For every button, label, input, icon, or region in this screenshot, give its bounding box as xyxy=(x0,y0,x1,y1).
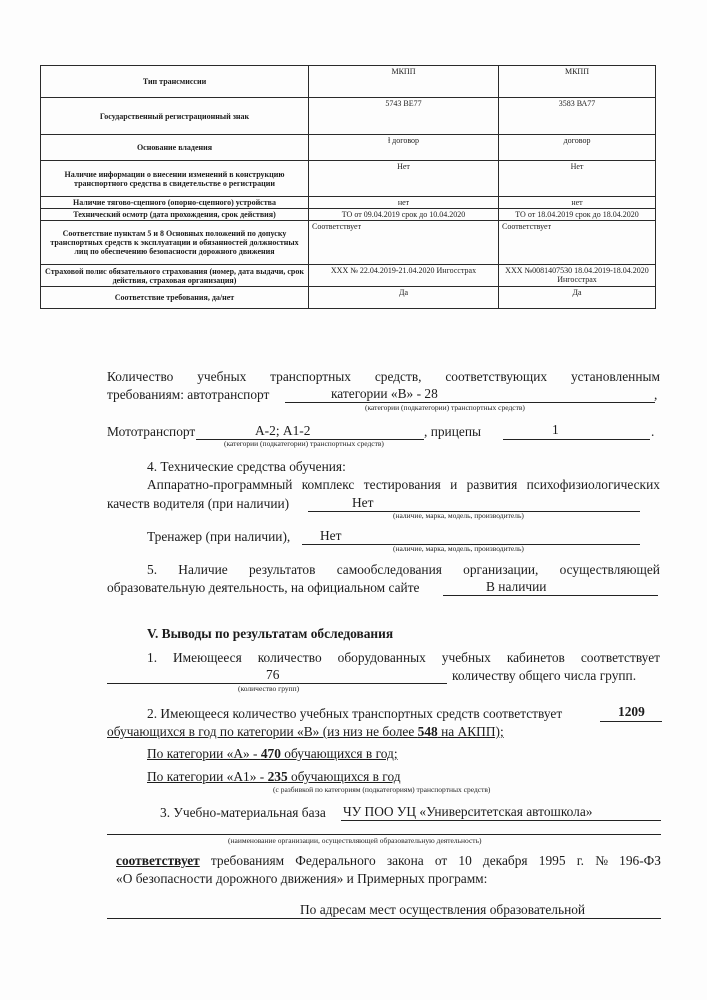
apk-label: качеств водителя (при наличии) xyxy=(107,496,290,511)
auto-label: требованиям: автотранспорт xyxy=(107,387,270,402)
word: развития xyxy=(466,477,518,492)
word: 10 xyxy=(458,853,472,868)
c3-underline-2 xyxy=(107,834,661,835)
row-label: Соответствие пунктам 5 и 8 Основных положений по допуску транспортных средств к эксплуатации и обязанностей должностных лиц по обеспечению безопасности дорожного движения xyxy=(41,221,309,265)
comply-line1 xyxy=(116,853,661,869)
word: кабинетов xyxy=(506,650,565,665)
word: 1. xyxy=(147,650,158,665)
table-row xyxy=(41,197,656,209)
c3-underline xyxy=(341,820,661,821)
row-label: Технический осмотр (дата прохождения, срок действия) xyxy=(41,209,309,221)
text: на АКПП); xyxy=(437,724,504,739)
caption-groups: (количество групп) xyxy=(238,684,300,693)
auto-value: категории «В» - 28 xyxy=(331,386,438,401)
conclusions-heading: V. Выводы по результатам обследования xyxy=(147,626,394,641)
c3-value: ЧУ ПОО УЦ «Университетская автошкола» xyxy=(343,804,593,819)
cat-a1-line xyxy=(147,769,401,785)
word: учебных xyxy=(197,369,247,384)
c1-suffix: количеству общего числа групп. xyxy=(452,668,637,683)
trailers-label: , прицепы xyxy=(424,424,481,439)
moto-value: А-2; А1-2 xyxy=(255,423,311,438)
caption-org: (наименование организации, осуществляющей образовательную деятельность) xyxy=(228,836,482,845)
row-value-1: МКПП xyxy=(309,66,499,98)
table-row xyxy=(41,161,656,197)
word: осуществляющей xyxy=(559,562,660,577)
row-value-1: ХХХ № 22.04.2019-21.04.2020 Ингосстрах xyxy=(309,265,499,287)
row-value-2: ХХХ №0081407530 18.04.2019-18.04.2020 Ингосстрах xyxy=(499,265,656,287)
word: комплекс xyxy=(301,477,355,492)
row-label: Страховой полис обязательного страхования (номер, дата выдачи, срок действия, страховая организация) xyxy=(41,265,309,287)
word: декабря xyxy=(482,853,528,868)
row-value-2: договор xyxy=(499,135,656,161)
word: и xyxy=(450,477,458,492)
caption-brand: (наличие, марка, модель, производитель) xyxy=(393,511,524,520)
simulator-label: Тренажер (при наличии), xyxy=(147,529,291,544)
row-label: Наличие информации о внесении изменений в конструкцию транспортного средства в свидетельстве о регистрации xyxy=(41,161,309,197)
table-row xyxy=(41,66,656,98)
comma: , xyxy=(654,387,658,402)
text: обучающихся в год по категории «В» (из низ не более xyxy=(107,724,418,739)
row-value-2: 3583 ВА77 xyxy=(499,98,656,135)
p5-line1 xyxy=(147,562,660,578)
number: 235 xyxy=(267,769,288,784)
word: 5. xyxy=(147,562,158,577)
word: тестирования xyxy=(363,477,441,492)
c1-line1 xyxy=(147,650,660,666)
p5-label: образовательную деятельность, на официальном сайте xyxy=(107,580,420,595)
p5-value: В наличии xyxy=(486,579,547,594)
word: от xyxy=(434,853,448,868)
row-label: Наличие тягово-сцепного (опорно-сцепного) устройства xyxy=(41,197,309,209)
word: Имеющееся xyxy=(173,650,242,665)
caption-breakdown: (с разбивкой по категориям (подкатегориям) транспортных средств) xyxy=(273,785,491,794)
apk-value: Нет xyxy=(352,495,374,510)
word: Аппаратно-программный xyxy=(147,477,293,492)
table-row xyxy=(41,98,656,135)
c2-line1: 2. Имеющееся количество учебных транспортных средств соответствует xyxy=(147,706,563,721)
p5-underline xyxy=(443,595,658,596)
trailers-value: 1 xyxy=(552,422,559,437)
word: организации, xyxy=(463,562,539,577)
row-label: Тип трансмиссии xyxy=(41,66,309,98)
row-value-2: нет xyxy=(499,197,656,209)
word: средств, xyxy=(374,369,422,384)
word: 1995 xyxy=(538,853,566,868)
row-value-1: нет xyxy=(309,197,499,209)
word: соответствующих xyxy=(445,369,548,384)
word: соответствует xyxy=(580,650,660,665)
caption-category-2: (категории (подкатегории) транспортных средств) xyxy=(224,439,384,448)
table-row xyxy=(41,265,656,287)
word: № xyxy=(595,853,608,868)
trailers-underline xyxy=(503,439,650,440)
moto-label: Мототранспорт xyxy=(107,424,196,439)
word: закона xyxy=(386,853,424,868)
last-value: По адресам мест осуществления образовательной xyxy=(300,902,586,917)
c2-line2 xyxy=(107,724,504,740)
word: Федерального xyxy=(295,853,376,868)
word: требованиям xyxy=(210,853,285,868)
row-value-1: Нет xyxy=(309,161,499,197)
simulator-value: Нет xyxy=(320,528,342,543)
word: учебных xyxy=(441,650,491,665)
row-value-1: 5743 ВЕ77 xyxy=(309,98,499,135)
c2-value: 1209 xyxy=(618,704,645,719)
row-value-1: Соответствует xyxy=(309,221,499,265)
text: обучающихся в год; xyxy=(280,746,398,761)
period: . xyxy=(651,424,655,439)
vehicle-table xyxy=(40,65,656,309)
word: результатов xyxy=(248,562,316,577)
word: оборудованных xyxy=(337,650,426,665)
table-row xyxy=(41,209,656,221)
word: психофизиологических xyxy=(526,477,660,492)
row-value-2: МКПП xyxy=(499,66,656,98)
row-value-1: ТО от 09.04.2019 срок до 10.04.2020 xyxy=(309,209,499,221)
vehicles-line1 xyxy=(107,369,660,385)
number: 470 xyxy=(260,746,281,761)
pen-mark-icon: ⱡ xyxy=(387,136,391,145)
comply-line2: «О безопасности дорожного движения» и Примерных программ: xyxy=(116,871,488,886)
row-value-1: ⱡ договор xyxy=(309,135,499,161)
row-label: Соответствие требования, да/нет xyxy=(41,287,309,309)
last-underline xyxy=(107,918,661,919)
training-heading: 4. Технические средства обучения: xyxy=(147,459,346,474)
table-row xyxy=(41,221,656,265)
caption-brand-2: (наличие, марка, модель, производитель) xyxy=(393,544,524,553)
text: По категории «А1» - xyxy=(147,769,268,784)
table-row xyxy=(41,135,656,161)
row-label: Основание владения xyxy=(41,135,309,161)
row-value-1: Да xyxy=(309,287,499,309)
caption-category: (категории (подкатегории) транспортных средств) xyxy=(365,403,525,412)
word: Наличие xyxy=(178,562,228,577)
c3-label: 3. Учебно-материальная база xyxy=(160,805,326,820)
c1-value: 76 xyxy=(266,667,280,682)
c2-underline xyxy=(600,721,662,722)
apk-line1 xyxy=(147,477,660,493)
row-value-2: Да xyxy=(499,287,656,309)
row-value-2: ТО от 18.04.2019 срок до 18.04.2020 xyxy=(499,209,656,221)
table-row xyxy=(41,287,656,309)
row-label: Государственный регистрационный знак xyxy=(41,98,309,135)
word: транспортных xyxy=(270,369,351,384)
text: По категории «А» - xyxy=(147,746,261,761)
word: самообследования xyxy=(336,562,442,577)
word: г. xyxy=(576,853,585,868)
text: обучающихся в год xyxy=(287,769,401,784)
word: установленным xyxy=(570,369,660,384)
row-value-2: Соответствует xyxy=(499,221,656,265)
cat-a-line xyxy=(147,746,398,762)
word: Количество xyxy=(107,369,174,384)
comply-word: соответствует xyxy=(116,853,200,868)
number: 548 xyxy=(417,724,438,739)
row-value-2: Нет xyxy=(499,161,656,197)
word: 196-ФЗ xyxy=(619,853,661,868)
word: количество xyxy=(257,650,322,665)
